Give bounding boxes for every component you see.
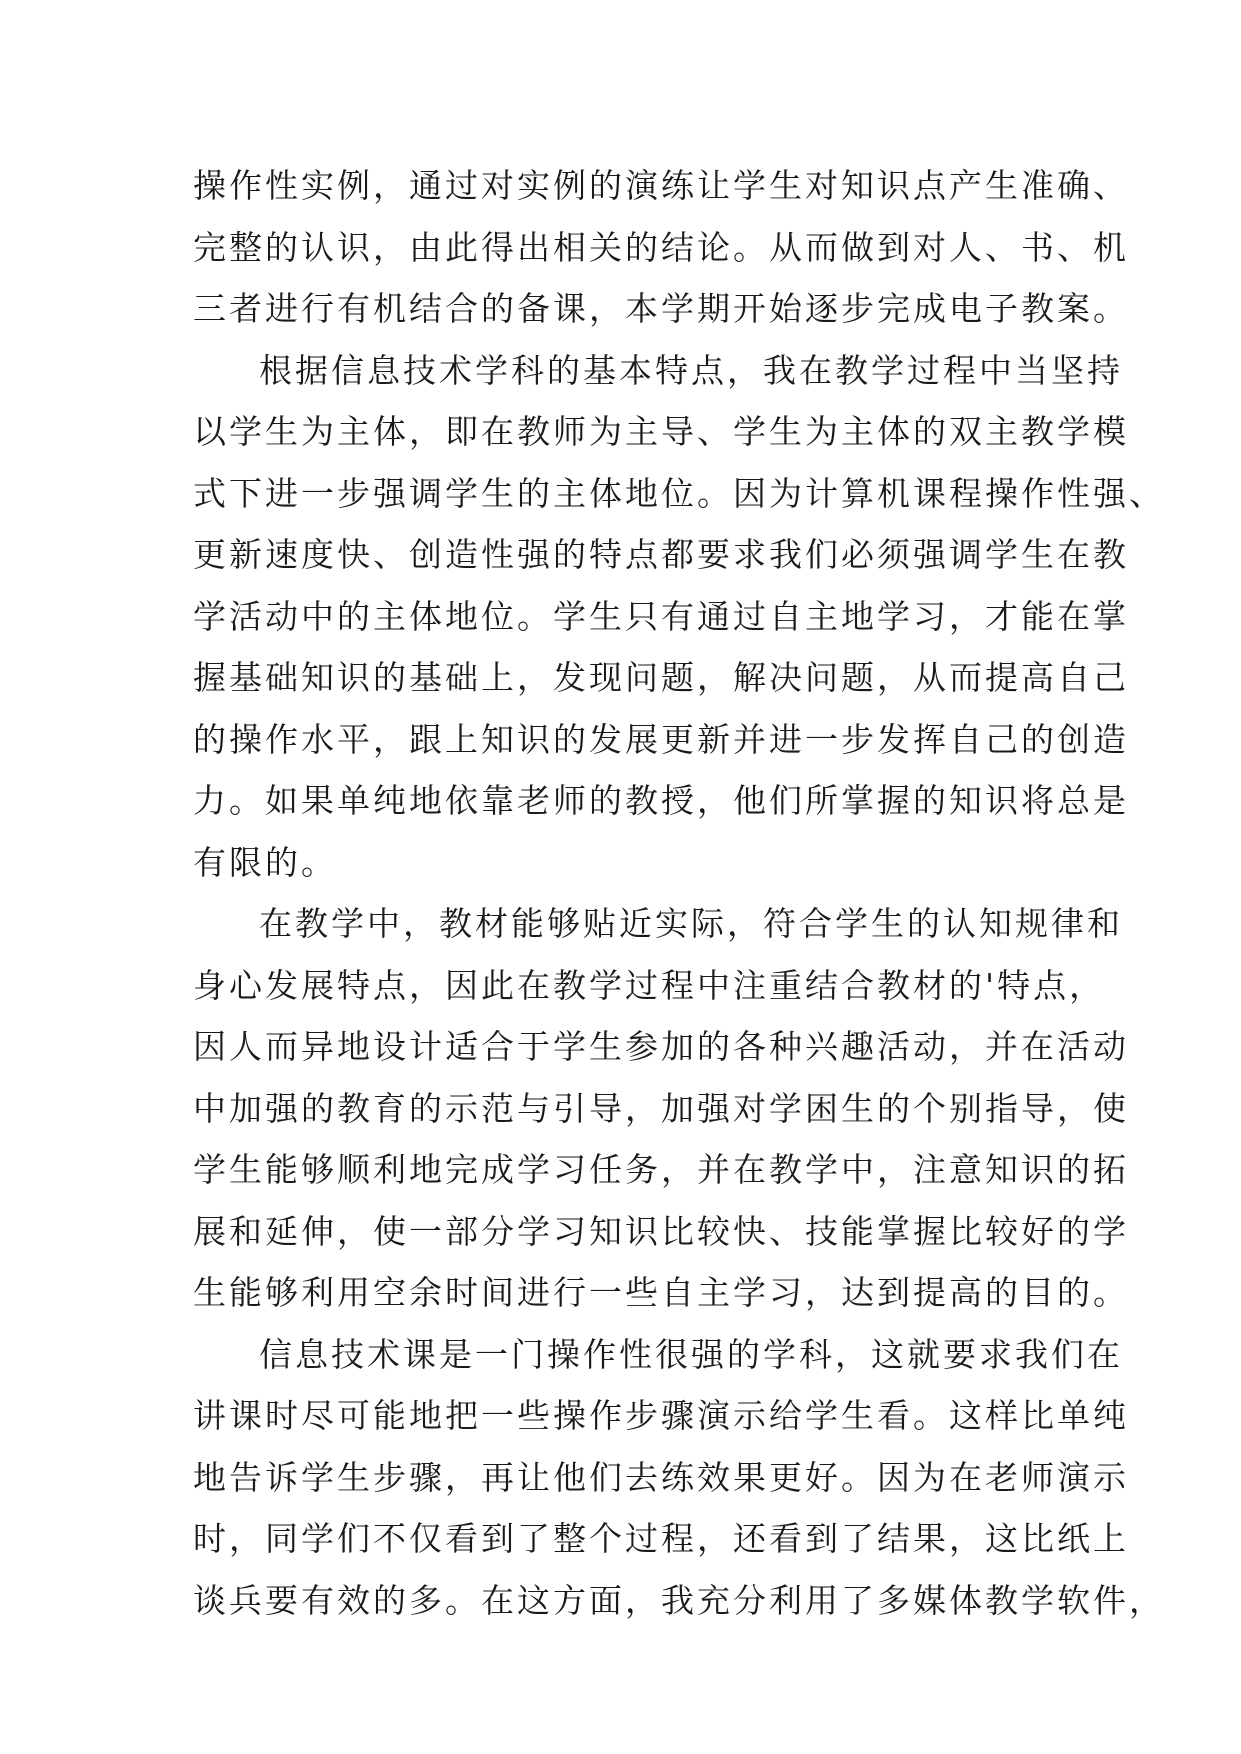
text-line: 操作性实例，通过对实例的演练让学生对知识点产生准确、: [193, 166, 1129, 205]
body-text: [193, 155, 1165, 1631]
text-line: 生能够利用空余时间进行一些自主学习，达到提高的目的。: [193, 1273, 1129, 1312]
text-line: 有限的。: [193, 842, 337, 882]
text-line: 三者进行有机结合的备课，本学期开始逐步完成电子教案。: [193, 289, 1129, 328]
text-line: 的操作水平，跟上知识的发展更新并进一步发挥自己的创造: [193, 719, 1129, 759]
text-line: 身心发展特点，因此在教学过程中注重结合教材的'特点，: [193, 965, 1106, 1005]
text-line: 中加强的教育的示范与引导，加强对学困生的个别指导，使: [193, 1088, 1129, 1128]
text-line: 力。如果单纯地依靠老师的教授，他们所掌握的知识将总是: [193, 781, 1129, 820]
text-line: 谈兵要有效的多。在这方面，我充分利用了多媒体教学软件，: [193, 1580, 1165, 1620]
paragraph-first-line: 在教学中，教材能够贴近实际，符合学生的认知规律和: [259, 904, 1123, 943]
paragraph-first-line: 信息技术课是一门操作性很强的学科，这就要求我们在: [259, 1334, 1123, 1374]
text-line: 学活动中的主体地位。学生只有通过自主地学习，才能在掌: [193, 596, 1129, 636]
text-line: 地告诉学生步骤，再让他们去练效果更好。因为在老师演示: [193, 1457, 1129, 1497]
text-line: 更新速度快、创造性强的特点都要求我们必须强调学生在教: [193, 535, 1129, 574]
text-line: 展和延伸，使一部分学习知识比较快、技能掌握比较好的学: [193, 1211, 1129, 1251]
text-line: 因人而异地设计适合于学生参加的各种兴趣活动，并在活动: [193, 1027, 1129, 1066]
text-line: 时，同学们不仅看到了整个过程，还看到了结果，这比纸上: [193, 1519, 1129, 1558]
text-line: 讲课时尽可能地把一些操作步骤演示给学生看。这样比单纯: [193, 1396, 1129, 1435]
paragraph-first-line: 根据信息技术学科的基本特点，我在教学过程中当坚持: [259, 350, 1123, 390]
text-line: 握基础知识的基础上，发现问题，解决问题，从而提高自己: [193, 658, 1129, 697]
text-line: 式下进一步强调学生的主体地位。因为计算机课程操作性强、: [193, 473, 1165, 513]
text-line: 以学生为主体，即在教师为主导、学生为主体的双主教学模: [193, 412, 1129, 451]
text-line: 学生能够顺利地完成学习任务，并在教学中，注意知识的拓: [193, 1150, 1129, 1189]
text-line: 完整的认识，由此得出相关的结论。从而做到对人、书、机: [193, 227, 1129, 267]
